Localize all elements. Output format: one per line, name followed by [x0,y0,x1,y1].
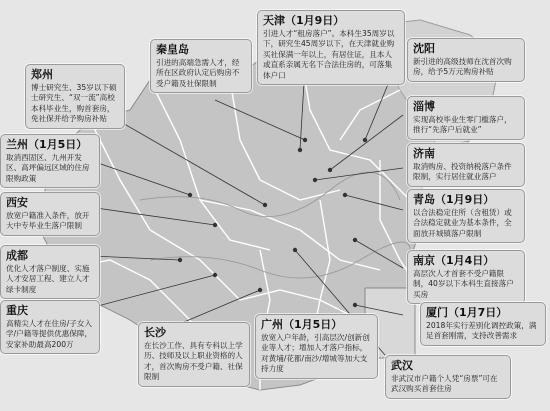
callout-guangzhou [255,314,378,379]
city-title: 青岛（1月9日） [413,193,495,206]
callout-changsha [138,322,250,387]
city-policy: 优化人才落户制度、实施人才安居工程、建立人才绿卡制度 [6,264,90,294]
city-title: 西安 [6,196,28,209]
city-policy: 取消西固区、九州开发区、高坪偏远区域的住房限购政策 [6,153,90,183]
city-title: 济南 [413,147,435,160]
callout-lanzhou [0,134,100,188]
city-policy: 实现高校毕业生零门槛落户，推行“先落户后就业” [413,115,512,135]
callout-qingdao [407,189,525,243]
callout-xian [0,192,100,236]
callout-chengdu [0,245,100,299]
callout-tianjin [257,10,405,85]
city-title: 重庆 [6,304,28,317]
city-title: 武汉 [391,359,413,372]
city-policy: 引进人才“租房落户”。本科生35周岁以下，研究生45周岁以下，在天津就业购买社保满一年以上，有居住证，且本人或直系亲属无名下合法住房的，可落集体户口 [263,29,395,80]
callout-chongqing [0,300,100,354]
city-title: 厦门（1月7日） [426,306,508,319]
city-policy: 以合法稳定住所（含租赁）或合法稳定就业为基本条件，全面放开城镇落户限制 [413,208,512,238]
city-title: 淄博 [413,100,435,113]
city-policy: 高精尖人才在住房/子女入学/户籍等提供优惠保障，安家补助最高200万 [6,319,93,349]
callout-shenyang [407,38,525,82]
callout-zhengzhou [25,64,125,129]
callout-qinhuangdao [150,39,252,93]
city-policy: 2018年实行差别化调控政策，满足首套刚需，支持改善需求 [426,321,537,341]
callout-nanjing [407,250,525,304]
city-title: 秦皇岛 [156,43,189,56]
callout-wuhan [385,355,511,399]
city-policy: 放宽入户年龄，引高层次/创新创业等人才；增加人才落户指标，对黄埔/花都/南沙/增城等加大支持力度 [261,333,370,374]
city-title: 天津（1月9日） [263,14,345,27]
city-title: 郑州 [31,68,53,81]
callout-zibo [407,96,525,140]
city-title: 成都 [6,249,28,262]
city-policy: 高层次人才首套不受户籍限制，40岁以下本科生直接落户买房 [413,269,514,299]
city-policy: 非武汉市户籍个人凭“房票”可在武汉购买首套住房 [391,374,498,394]
city-title: 南京（1月4日） [413,254,495,267]
city-title: 长沙 [144,326,166,339]
city-policy: 在长沙工作、具有专科以上学历、技师及以上职业资格的人才，首次购房不受户籍、社保限制 [144,341,243,382]
callout-xiamen [420,302,546,346]
city-title: 广州（1月5日） [261,318,343,331]
city-title: 沈阳 [413,42,435,55]
city-policy: 取消购房、投资纳税落户条件限制，实行居住就业落户 [413,162,512,182]
city-policy: 新引进的高级技师在沈首次购房，给予5万元购房补贴 [413,57,512,77]
city-policy: 引进的高端急需人才，经所在区政府认定后购房不受户籍及社保限制 [156,58,240,88]
callout-jinan [407,143,525,187]
city-policy: 放宽户籍准入条件，放开大中专毕业生落户限制 [6,211,90,231]
city-policy: 博士研究生、35岁以下硕士研究生、“双一流”高校本科毕业生，购首套房，免社保并给予购房补贴 [31,83,117,124]
city-title: 兰州（1月5日） [6,138,88,151]
